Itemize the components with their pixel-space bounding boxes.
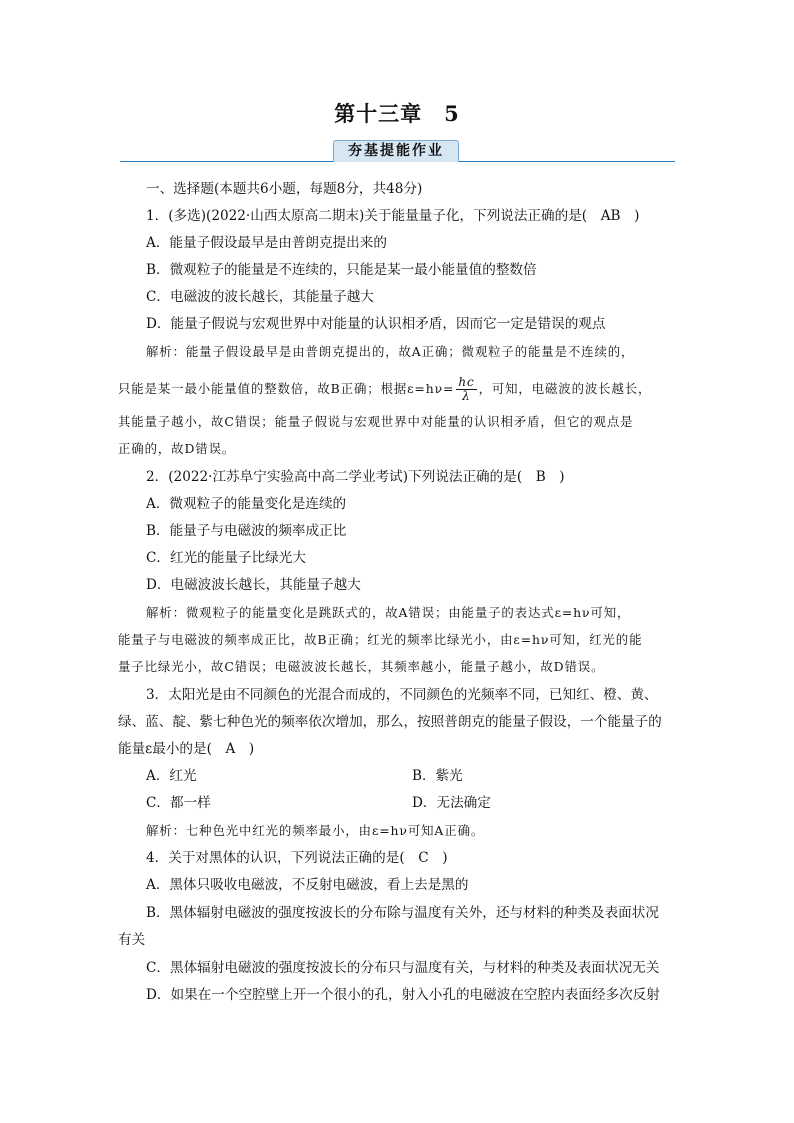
q1-analysis-line-3: 其能量子越小，故C错误；能量子假说与宏观世界中对能量的认识相矛盾，但它的观点是 bbox=[118, 414, 634, 429]
q3-option-a: A．红光 bbox=[146, 768, 197, 784]
page-title: 第十三章 5 bbox=[334, 101, 460, 126]
fraction-denominator: λ bbox=[462, 389, 471, 403]
section-banner: 夯基提能作业 bbox=[333, 140, 459, 162]
q4-option-b-line-2: 有关 bbox=[118, 932, 146, 948]
q3-analysis: 解析：七种色光中红光的频率最小，由ε=hν可知A正确。 bbox=[146, 823, 485, 838]
fraction-numerator: hc bbox=[458, 375, 475, 389]
q3-stem-line-1: 3．太阳光是由不同颜色的光混合而成的，不同颜色的光频率不同，已知红、橙、黄、 bbox=[146, 687, 658, 703]
q2-option-b: B．能量子与电磁波的频率成正比 bbox=[146, 523, 347, 539]
formula-fraction bbox=[456, 376, 476, 403]
q3-option-b: B．紫光 bbox=[412, 768, 463, 784]
q4-option-b-line-1: B．黑体辐射电磁波的强度按波长的分布除与温度有关外，还与材料的种类及表面状况 bbox=[146, 905, 659, 921]
q1-analysis-line-1: 解析：能量子假设最早是由普朗克提出的，故A正确；微观粒子的能量是不连续的， bbox=[146, 344, 635, 359]
q3-option-c: C．都一样 bbox=[146, 795, 211, 811]
q4-option-d: D．如果在一个空腔壁上开一个很小的孔，射入小孔的电磁波在空腔内表面经多次反射 bbox=[146, 987, 660, 1003]
q1-stem: 1．(多选)(2022·山西太原高二期末)关于能量量子化，下列说法正确的是( AB ) bbox=[146, 208, 640, 224]
q1-analysis-text-cont: ，可知，电磁波的波长越长， bbox=[478, 381, 652, 396]
q2-stem: 2．(2022·江苏阜宁实验高中高二学业考试)下列说法正确的是( B ) bbox=[146, 469, 565, 485]
q1-analysis-line-4: 正确的，故D错误。 bbox=[118, 441, 236, 456]
q2-option-d: D．电磁波波长越长，其能量子越大 bbox=[146, 577, 361, 593]
q1-option-d: D．能量子假说与宏观世界中对能量的认识相矛盾，因而它一定是错误的观点 bbox=[146, 316, 606, 332]
q2-option-a: A．微观粒子的能量变化是连续的 bbox=[146, 496, 347, 512]
q2-analysis-line-3: 量子比绿光小，故C错误；电磁波波长越长，其频率越小，能量子越小，故D错误。 bbox=[118, 659, 605, 674]
q1-option-c: C．电磁波的波长越长，其能量子越大 bbox=[146, 289, 374, 305]
q2-analysis-line-1: 解析：微观粒子的能量变化是跳跃式的，故A错误；由能量子的表达式ε=hν可知， bbox=[146, 605, 631, 620]
q1-option-b: B．微观粒子的能量是不连续的，只能是某一最小能量值的整数倍 bbox=[146, 262, 537, 278]
q3-option-d: D．无法确定 bbox=[412, 795, 491, 811]
q4-stem: 4．关于对黑体的认识，下列说法正确的是( C ) bbox=[146, 850, 448, 866]
q2-option-c: C．红光的能量子比绿光大 bbox=[146, 550, 306, 566]
section-heading: 一、选择题(本题共6小题，每题8分，共48分) bbox=[146, 181, 423, 197]
q3-stem-line-3: 能量ε最小的是( A ) bbox=[118, 741, 255, 757]
q2-analysis-line-2: 能量子与电磁波的频率成正比，故B正确；红光的频率比绿光小，由ε=hν可知，红光的能 bbox=[118, 632, 643, 647]
q1-analysis-text: 只能是某一最小能量值的整数倍，故B正确；根据ε=hν= bbox=[118, 381, 455, 396]
q3-stem-line-2: 绿、蓝、靛、紫七种色光的频率依次增加，那么，按照普朗克的能量子假设，一个能量子的 bbox=[118, 714, 662, 730]
q4-option-c: C．黑体辐射电磁波的强度按波长的分布只与温度有关，与材料的种类及表面状况无关 bbox=[146, 960, 660, 976]
q4-option-a: A．黑体只吸收电磁波，不反射电磁波，看上去是黑的 bbox=[146, 877, 469, 893]
q1-option-a: A．能量子假设最早是由普朗克提出来的 bbox=[146, 235, 387, 251]
q1-analysis-line-2 bbox=[118, 376, 678, 403]
